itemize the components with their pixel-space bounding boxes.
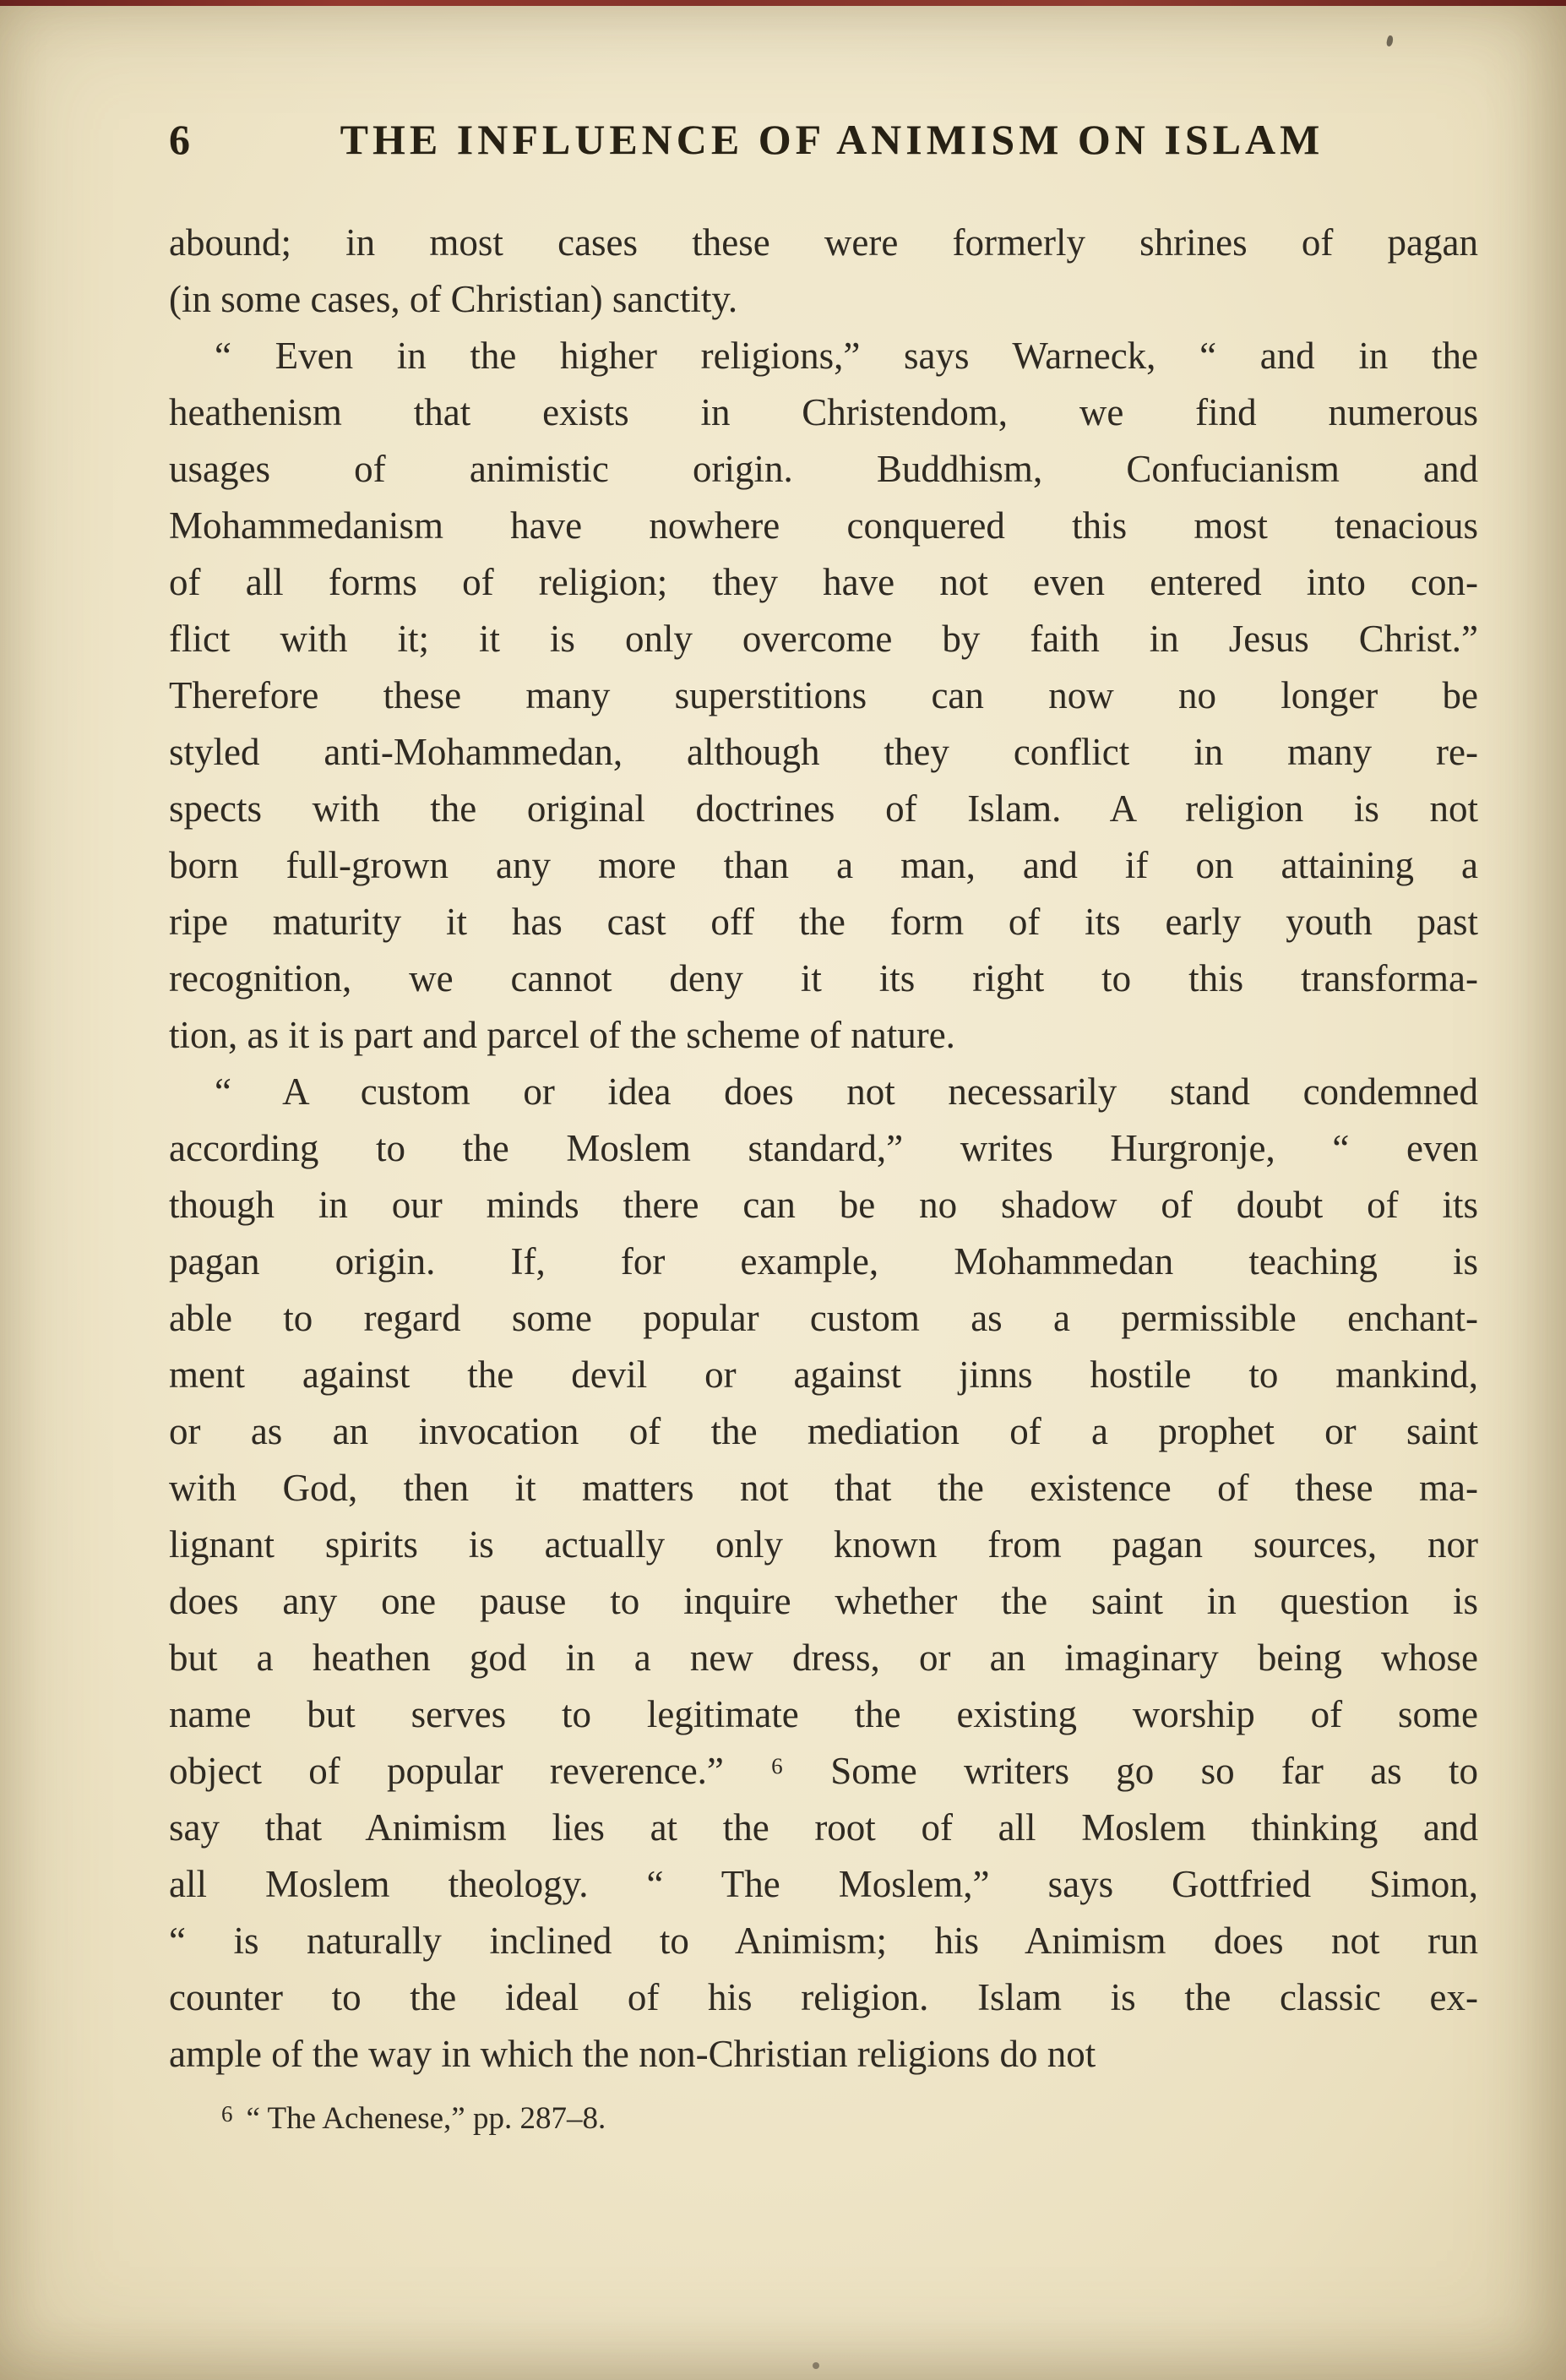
text-line: tion, as it is part and parcel of the scheme of nature. xyxy=(169,1014,955,1056)
text-line: Therefore these many superstitions can now no longer be xyxy=(169,674,1478,716)
paragraph xyxy=(169,1064,1478,2083)
text-line: but a heathen god in a new dress, or an imaginary being whose xyxy=(169,1637,1478,1679)
body-text xyxy=(169,215,1478,2083)
text-line: styled anti-Mohammedan, although they conflict in many re- xyxy=(169,731,1478,773)
text-line: able to regard some popular custom as a permissible enchant- xyxy=(169,1297,1478,1339)
text-line: Mohammedanism have nowhere conquered this most tenacious xyxy=(169,504,1478,547)
footnote xyxy=(169,2100,1478,2137)
text-line: name but serves to legitimate the existing worship of some xyxy=(169,1693,1478,1735)
text-line: usages of animistic origin. Buddhism, Confucianism and xyxy=(169,448,1478,490)
footnote-text: “ The Achenese,” pp. 287–8. xyxy=(246,2101,606,2136)
text-line: object of popular reverence.” ⁶ Some writers go so far as to xyxy=(169,1750,1478,1792)
text-line: say that Animism lies at the root of all Moslem thinking and xyxy=(169,1806,1478,1849)
text-line: though in our minds there can be no shadow of doubt of its xyxy=(169,1184,1478,1226)
text-line: (in some cases, of Christian) sanctity. xyxy=(169,278,738,320)
footnote-marker: 6 xyxy=(221,2101,233,2127)
text-line: counter to the ideal of his religion. Islam is the classic ex- xyxy=(169,1976,1478,2018)
page-header xyxy=(169,115,1478,164)
text-line: born full-grown any more than a man, and if on attaining a xyxy=(169,844,1478,886)
paragraph xyxy=(169,215,1478,328)
page-top-edge xyxy=(0,0,1566,6)
text-line: ample of the way in which the non-Christian religions do not xyxy=(169,2033,1096,2075)
text-line: “ A custom or idea does not necessarily stand condemned xyxy=(215,1070,1478,1113)
text-line: lignant spirits is actually only known from pagan sources, nor xyxy=(169,1523,1478,1566)
page-number: 6 xyxy=(169,116,190,163)
text-line: all Moslem theology. “ The Moslem,” says Gottfried Simon, xyxy=(169,1863,1478,1905)
text-line: flict with it; it is only overcome by faith in Jesus Christ.” xyxy=(169,618,1478,660)
text-line: ripe maturity it has cast off the form of its early youth past xyxy=(169,901,1478,943)
text-line: or as an invocation of the mediation of a prophet or saint xyxy=(169,1410,1478,1452)
text-line: heathenism that exists in Christendom, we find numerous xyxy=(169,391,1478,433)
text-line: “ Even in the higher religions,” says Warneck, “ and in the xyxy=(215,335,1478,377)
text-line: according to the Moslem standard,” writes Hurgronje, “ even xyxy=(169,1127,1478,1169)
text-line: recognition, we cannot deny it its right to this transforma- xyxy=(169,957,1478,999)
text-line: with God, then it matters not that the existence of these ma- xyxy=(169,1467,1478,1509)
paragraph xyxy=(169,328,1478,1064)
running-title: THE INFLUENCE OF ANIMISM ON ISLAM xyxy=(340,116,1324,163)
text-line: abound; in most cases these were formerly shrines of pagan xyxy=(169,221,1478,264)
text-line: pagan origin. If, for example, Mohammedan teaching is xyxy=(169,1240,1478,1283)
text-line: “ is naturally inclined to Animism; his Animism does not run xyxy=(169,1920,1478,1962)
text-line: spects with the original doctrines of Islam. A religion is not xyxy=(169,787,1478,830)
text-line: ment against the devil or against jinns hostile to mankind, xyxy=(169,1353,1478,1396)
text-line: does any one pause to inquire whether the saint in question is xyxy=(169,1580,1478,1622)
paper-speck xyxy=(1386,35,1395,46)
text-line: of all forms of religion; they have not even entered into con- xyxy=(169,561,1478,603)
paper-speck xyxy=(813,2362,819,2369)
